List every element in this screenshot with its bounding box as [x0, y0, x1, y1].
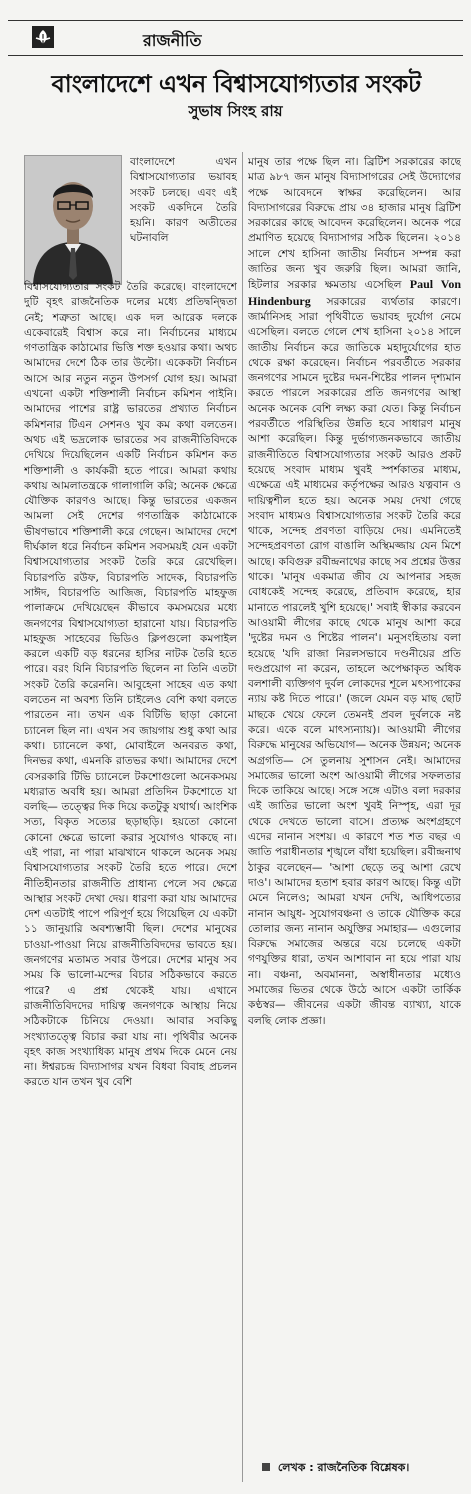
author-credit-label: লেখক :: [277, 1461, 314, 1474]
author-credit-description: রাজনৈতিক বিশ্লেষক।: [317, 1461, 410, 1474]
column-divider: [242, 152, 243, 1482]
headline: বাংলাদেশে এখন বিশ্বাসযোগ্যতার সংকট: [51, 70, 421, 98]
square-bullet-icon: [262, 1463, 270, 1471]
author-photo: [24, 155, 122, 285]
article-text-right-column: [248, 155, 461, 1455]
right-column-text-part-1: মানুষ তার পক্ষে ছিল না। ব্রিটিশ সরকারের কাছে মাত্র ৯৮৭ জন মানুষ বিদ্যাসাগরের সেই উদ্যোগের পক্ষে আবেদনে স্বাক্ষর করেছিলেন। আর বিদ্যাসাগরের বিরুদ্ধে প্রায় ৩৪ হাজার মানুষ ব্রিটিশ সরকারের কাছে আবেদন করেছিলেন। অনেক পরে প্রমাণিত হয়েছে বিদ্যাসাগর সঠিক ছিলেন। ২০১৪ সালে শেখ হাসিনা জাতীয় নির্বাচন সম্পন্ন করা জাতির জন্য খুব জরুরি ছিল। আমরা জানি, হিটলার সরকার ক্ষমতায় এসেছিল: [248, 156, 461, 292]
article-text-intro: বাংলাদেশে এখন বিশ্বাসযোগ্যতার ভয়াবহ সংকট চলছে। এবং এই সংকট একদিনে তৈরি হয়নি। কারণ অতীতের ঘটনাবলি: [130, 156, 237, 245]
author-credit: [262, 1459, 409, 1478]
top-margin: [0, 0, 471, 8]
section-label: রাজনীতি: [143, 31, 202, 50]
right-column-text-part-2: সরকারের ব্যর্থতার কারণে। জার্মানিসহ সারা পৃথিবীতে ভয়াবহ দুর্যোগ নেমে এসেছিল। বলতে গেলে শেখ হাসিনা ২০১৪ সালে জাতীয় নির্বাচন করে জাতিকে মহাদুর্যোগের হাত থেকে রক্ষা করেছেন। নির্বাচন পরবর্তীতে সরকার জনগণের সামনে দুষ্টের দমন-শিষ্টের পালন দৃশ্যমান করতে পারলে সরকারের প্রতি জনগণের আস্থা অনেক অনেক বেশি লক্ষ্য করা যেত। কিন্তু নির্বাচন পরবর্তীতে পরিস্থিতির উন্নতি হবে সাধারণ মানুষ আশা করেছিল। কিন্তু দুর্ভাগ্যজনকভাবে জাতীয় রাজনীতিতে বিশ্বাসযোগ্যতার সংকট আরও প্রকট হয়েছে সংবাদ মাধ্যম খুবই স্পর্শকাতর মাধ্যম, এক্ষেত্রে এই মাধ্যমের কর্তৃপক্ষের আরও যত্নবান ও দায়িত্বশীল হতে হয়। অনেক সময় দেখা গেছে সংবাদ মাধ্যমও বিশ্বাসযোগ্যতার সংকট তৈরি করে থাকে, সন্দেহ প্রবণতা বাড়িয়ে দেয়। এমনিতেই সন্দেহপ্রবণতা রোগ বাঙালি অস্থিমজ্জায় যেন মিশে আছে। কবিগুরু রবীন্দ্রনাথের কাছে সব প্রশ্নের উত্তর থাকে। 'মানুষ একমাত্র জীব যে আপনার সহজ বোধকেই সন্দেহ করেছে, প্রতিবাদ করেছে, হার মানাতে পারলেই খুশি হয়েছে।' সবাই স্বীকার করবেন আওয়ামী লীগের কাছে থেকে মানুষ আশা করে 'দুষ্টের দমন ও শিষ্টের পালন'। মনুসংহিতায় বলা হয়েছে 'যদি রাজা নিরলসভাবে দণ্ডনীয়ের প্রতি দণ্ডপ্রয়োগ না করেন, তাহলে অপেক্ষাকৃত অধিক বলশালী ব্যক্তিগণ দুর্বল লোকদের শূলে মৎস্যপাকের ন্যায় কষ্ট দিতে পারে।' (জলে যেমন বড় মাছ ছোট মাছকে খেয়ে ফেলে তেমনই প্রবল দুর্বলকে নষ্ট করে। একে বলে মাৎস্যন্যায়)। আওয়ামী লীগের বিরুদ্ধে মানুষের অভিযোগ— অনেক উন্নয়ন; অনেক অগ্রগতি— সে তুলনায় সুশাসন নেই। আমাদের সমাজের ভালো অংশ আওয়ামী লীগের সফলতার দিকে তাকিয়ে আছে। সঙ্গে সঙ্গে এটাও বলা দরকার এই জাতির ভালো অংশ খুবই নিস্পৃহ, এরা দূর থেকে দেখতে ভালো বাসে। প্রত্যক্ষ অংশগ্রহণে এদের নানান সংশয়। এ কারণে শত শত বছর এ জাতি পরাধীনতার শৃঙ্খলে বাঁধা হয়েছিল। রবীন্দ্রনাথ ঠাকুর বলেছেন— 'আশা ছেড়ে তবু আশা রেখে দাও'। আমাদের হতাশ হবার কারণ আছে। কিন্তু এটা মেনে নিলেও; আমরা যখন দেখি, আধিপত্যের নানান আয়ুধ- সুযোগবঞ্চনা ও তাকে যৌক্তিক করে তোলার জন্য নানান অযুক্তির সমাহার— এগুলোর বিরুদ্ধে সমাজের অন্তরে বয়ে চলেছে একটা গণযুক্তির ধারা, তখন আশাবান না হয়ে পারা যায় না। বঞ্চনা, অবমাননা, অস্বাধীনতার মধ্যেও সমাজের ভিতর থেকে উঠে আসে একটা তার্কিক কণ্ঠস্বর— জীবনের একটা জীবন্ত ব্যাখ্যা, যাকে বলছি লোক প্রজ্ঞা।: [248, 295, 461, 1027]
section-header: [8, 20, 463, 56]
leaf-logo-icon: [32, 26, 54, 48]
author-portrait-icon: [25, 156, 121, 284]
inline-english-name: Paul Von Hindenburg: [248, 277, 461, 308]
byline: সুভাষ সিংহ রায়: [188, 102, 283, 120]
article-text-left-column: বিশ্বাসযোগ্যতার সংকট তৈরি করেছে। বাংলাদেশে দুটি বৃহৎ রাজনৈতিক দলের মধ্যে প্রতিদ্বন্দ্বিতা নেই; শত্রুতা আছে। এক দল আরেক দলকে একেবারেই বিশ্বাস করে না। নির্বাচনের মাধ্যমে গণতান্ত্রিক কাঠামোর ভিত্তি শক্ত হওয়ার কথা। অথচ আমাদের দেশে ঠিক তার উল্টো। একেকটা নির্বাচন আসে আর নতুন নতুন উপসর্গ যোগ হয়। আমরা এখনো একটা শক্তিশালী নির্বাচন কমিশন পাইনি। আমাদের পাশের রাষ্ট্র ভারতের প্রখ্যাত নির্বাচন কমিশনার টিএন সেশনও খুব কম কথা বলতেন। অথচ এই ভদ্রলোক ভারতের সব রাজনীতিবিদকে দেখিয়ে দিয়েছিলেন একটি নির্বাচন কমিশন কত শক্তিশালী ও কার্যকরী হতে পারে। আমরা কথায় কথায় আমলাতন্ত্রকে গালাগালি করি; অনেক ক্ষেত্রে যৌক্তিক কারণও আছে। কিন্তু ভারতের একজন আমলা সেই দেশের গণতান্ত্রিক কাঠামোকে ভীষণভাবে শক্তিশালী করে গেছেন। আমাদের দেশে দীর্ঘকাল ধরে নির্বাচন কমিশন সবসময়ই যেন একটা বিশ্বাসযোগ্যতার সংকট তৈরি করে রেখেছিল। বিচারপতি রউফ, বিচারপতি সাদেক, বিচারপতি সাঈদ, বিচারপতি আজিজ, বিচারপতি মাহফুজ পালাক্রমে দেখিয়েছেন কীভাবে কমসময়ের মধ্যে জনগণের বিশ্বাসযোগ্যতা হারানো যায়। বিচারপতি মাহফুজ সাহেবের ভিডিও ক্লিপগুলো কমপাইল করলে একটি বড় ধরনের হাসির নাটক তৈরি হতে পারে। বরং যিনি বিচারপতি ছিলেন না তিনি এতটা সংকট তৈরি করেননি। আবুহেনা সাহেব এত কথা বলতেন না অবশ্য তিনি চাইলেও বেশি কথা বলতে পারতেন না। তখন এক বিটিভি ছাড়া কোনো চ্যানেল ছিল না। এখন সব জায়গায় শুধু কথা আর কথা। চ্যানেলে কথা, মোবাইলে অনবরত কথা, দিনভর কথা, এমনকি রাতভর কথা। আমাদের দেশে বেসরকারি টিভি চ্যানেলে টকশোগুলো অনেকসময় মধ্যরাত অবধি হয়। আমরা প্রতিদিন টকশোতে যা বলছি— তত্ত্বের দিক দিয়ে কতটুকু যথার্থ। আংশিক সত্য, বিকৃত সত্যের ছড়াছড়ি। হয়তো কোনো কোনো ক্ষেত্রে ভালো করার সুযোগও থাকছে না। এই পারা, না পারা মাঝখানে থাকলে অনেক সময় বিশ্বাসযোগ্যতার সংকট তৈরি হতে পারে। দেশে নীতিহীনতার রাজনীতি প্রাধান্য পেলে সব ক্ষেত্রে আস্থার সংকট দেখা দেয়। ধারণা করা যায় আমাদের দেশ এতটাই পাপে পরিপূর্ণ হয়ে গিয়েছিল যে একটা ১১ জানুয়ারি অবশ্যম্ভাবী ছিল। দেশের মানুষের চাওয়া-পাওয়া নিয়ে রাজনীতিবিদদের ভাবতে হয়। জনগণের মতামত সবার উপরে। দেশের মানুষ সব সময় কি ভালো-মন্দের বিচার সঠিকভাবে করতে পারে? এ প্রশ্ন থেকেই যায়। এখানে রাজনীতিবিদদের দায়িত্ব জনগণকে আস্থায় নিয়ে সঠিকটাকে চিনিয়ে দেওয়া। আবার সবকিছু সংখ্যাতত্ত্বে বিচার করা যায় না। পৃথিবীর অনেক বৃহৎ কাজ সংখ্যাধিক্য মানুষ প্রথম দিকে মেনে নেয় না। ঈশ্বরচন্দ্র বিদ্যাসাগর যখন বিধবা বিবাহ প্রচলন করতে যান তখন খুব বেশি: [24, 281, 237, 1089]
